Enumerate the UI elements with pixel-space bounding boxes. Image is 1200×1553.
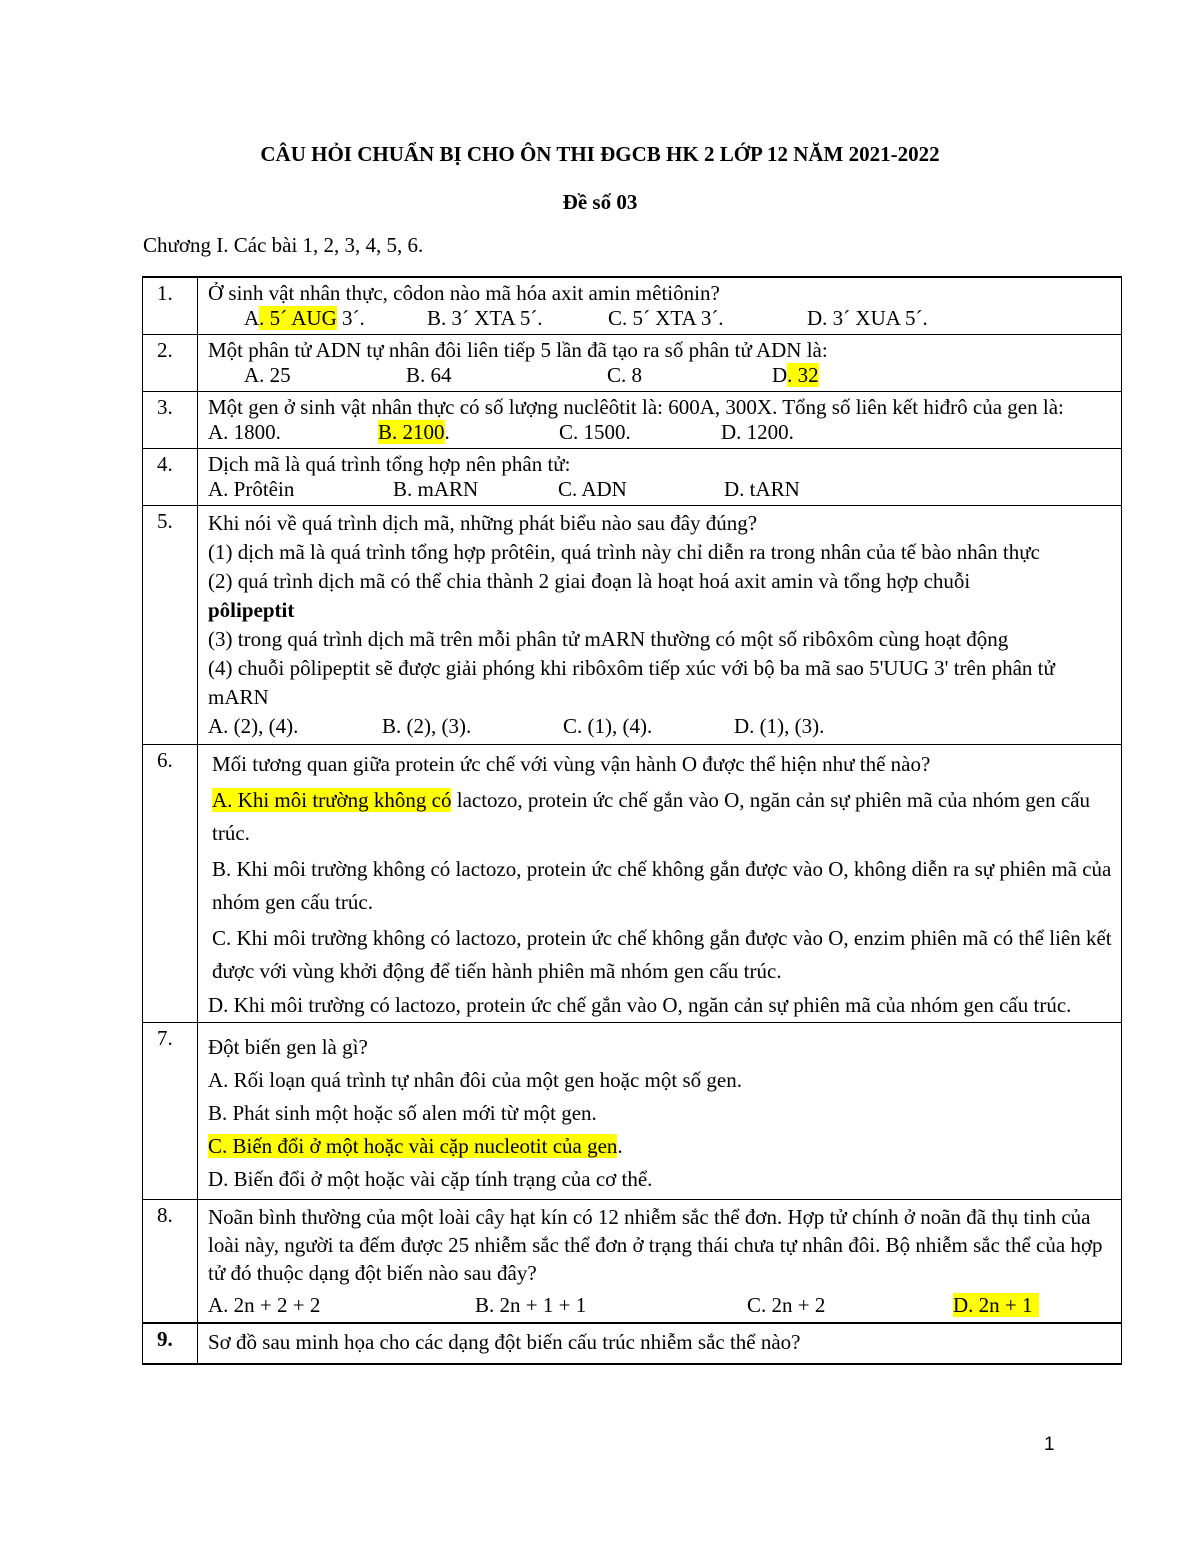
question-body <box>198 277 1122 335</box>
option-c: C. 8 <box>607 363 643 387</box>
option-a: A. (2), (4). <box>208 714 299 738</box>
chapter-heading: Chương I. Các bài 1, 2, 3, 4, 5, 6. <box>143 233 424 257</box>
option-a: A. Rối loạn quá trình tự nhân đôi của một gen hoặc một số gen. <box>208 1068 742 1092</box>
statement-1: (1) dịch mã là quá trình tổng hợp prôtêin, quá trình này chỉ diễn ra trong nhân của tế bào nhân thực <box>208 540 1040 564</box>
option-b: B. 64 <box>406 363 452 387</box>
answer-options <box>208 306 1113 331</box>
option-d: D. tARN <box>724 477 800 501</box>
question-body <box>198 1323 1122 1364</box>
statement-4: (4) chuỗi pôlipeptit sẽ được giải phóng khi ribôxôm tiếp xúc với bộ ba mã sao 5'UUG 3' trên phân tử mARN <box>208 656 1055 709</box>
question-number: 5. <box>143 506 198 745</box>
highlighted-answer: D. 2n + 1 <box>953 1293 1039 1317</box>
question-row-5 <box>143 506 1122 745</box>
question-row-7 <box>143 1023 1122 1200</box>
option-d: D. Khi môi trường có lactozo, protein ức chế gắn vào O, ngăn cản sự phiên mã của nhóm gen cấu trúc. <box>208 993 1072 1017</box>
question-row-2 <box>143 335 1122 392</box>
question-text: Một gen ở sinh vật nhân thực có số lượng nuclêôtit là: 600A, 300X. Tổng số liên kết hiđrô của gen là: <box>208 395 1064 419</box>
highlighted-answer: . 32 <box>787 363 819 387</box>
question-row-6 <box>143 745 1122 1023</box>
highlighted-answer: B. 2100 <box>378 420 445 444</box>
answer-options <box>208 420 1113 445</box>
option-c: C. Khi môi trường không có lactozo, protein ức chế không gắn được vào O, enzim phiên mã có thể liên kết được với vùng khởi động để tiến hành phiên mã nhóm gen cấu trúc. <box>212 926 1112 983</box>
option-c: C. 5´ XTA 3´. <box>608 306 724 330</box>
question-body <box>198 506 1122 745</box>
option-a: A. 1800. <box>208 420 281 444</box>
option-d <box>953 1291 1039 1319</box>
option-b: B. 3´ XTA 5´. <box>427 306 543 330</box>
option-b: B. Phát sinh một hoặc số alen mới từ một gen. <box>208 1101 597 1125</box>
question-row-8 <box>143 1200 1122 1324</box>
option-a: A. Prôtêin <box>208 477 295 501</box>
question-row-4 <box>143 449 1122 506</box>
question-number: 1. <box>143 277 198 335</box>
option-b: B. 2100. <box>378 420 450 444</box>
option-c: C. ADN <box>558 477 627 501</box>
question-text: Dịch mã là quá trình tổng hợp nên phân tử: <box>208 452 571 476</box>
question-body <box>198 449 1122 506</box>
option-d: D. 32 <box>772 363 819 387</box>
question-number: 4. <box>143 449 198 506</box>
option-a: A. 5´ AUG 3´. <box>244 306 365 330</box>
question-number: 8. <box>143 1200 198 1324</box>
option-d: D. 3´ XUA 5´. <box>807 306 928 330</box>
highlighted-answer: A. Khi môi trường không có <box>212 788 452 812</box>
answer-options <box>208 712 1113 741</box>
highlighted-answer: C. Biến đổi ở một hoặc vài cặp nucleotit của gen <box>208 1134 618 1158</box>
document-title: CÂU HỎI CHUẨN BỊ CHO ÔN THI ĐGCB HK 2 LỚP 12 NĂM 2021-2022 <box>260 142 940 166</box>
option-c: C. 2n + 2 <box>747 1293 826 1317</box>
option-b: B. (2), (3). <box>382 714 472 738</box>
statement-2: (2) quá trình dịch mã có thể chia thành 2 giai đoạn là hoạt hoá axit amin và tổng hợp chuỗi pôlipeptit <box>208 569 971 622</box>
question-text: Noãn bình thường của một loài cây hạt kín có 12 nhiễm sắc thể đơn. Hợp tử chính ở noãn đã thụ tinh của loài này, người ta đếm được 25 nhiễm sắc thể đơn ở trạng thái chưa tự nhân đôi. Bộ nhiễm sắc thể của hợp tử đó thuộc dạng đột biến nào sau đây? <box>208 1205 1103 1285</box>
question-text: Mối tương quan giữa protein ức chế với vùng vận hành O được thể hiện như thế nào? <box>212 752 931 776</box>
question-text: Ở sinh vật nhân thực, côdon nào mã hóa axit amin mêtiônin? <box>208 281 720 305</box>
statement-3: (3) trong quá trình dịch mã trên mỗi phân tử mARN thường có một số ribôxôm cùng hoạt động <box>208 627 1009 651</box>
question-row-9 <box>143 1323 1122 1364</box>
question-body <box>198 335 1122 392</box>
question-row-3 <box>143 392 1122 449</box>
question-body <box>198 745 1122 1023</box>
option-a: A. Khi môi trường không có lactozo, protein ức chế gắn vào O, ngăn cản sự phiên mã của nhóm gen cấu trúc. <box>212 788 1091 845</box>
option-c: C. 1500. <box>559 420 631 444</box>
question-body <box>198 1023 1122 1200</box>
option-b: B. 2n + 1 + 1 <box>475 1293 587 1317</box>
option-a: A. 2n + 2 + 2 <box>208 1293 321 1317</box>
question-number: 9. <box>143 1323 198 1364</box>
question-number: 3. <box>143 392 198 449</box>
question-text: Một phân tử ADN tự nhân đôi liên tiếp 5 lần đã tạo ra số phân tử ADN là: <box>208 338 828 362</box>
option-a: A. 25 <box>244 363 291 387</box>
option-d: D. 1200. <box>721 420 794 444</box>
question-body <box>198 1200 1122 1324</box>
highlighted-answer: . 5´ AUG <box>259 306 337 330</box>
question-row-1 <box>143 277 1122 335</box>
question-number: 7. <box>143 1023 198 1200</box>
question-number: 2. <box>143 335 198 392</box>
page-number: 1 <box>1044 1434 1055 1455</box>
question-text: Sơ đồ sau minh họa cho các dạng đột biến cấu trúc nhiễm sắc thể nào? <box>208 1330 801 1354</box>
answer-options <box>208 1291 1113 1319</box>
question-table <box>142 276 1122 1365</box>
answer-options <box>208 363 1113 388</box>
option-b: B. Khi môi trường không có lactozo, protein ức chế không gắn được vào O, không diễn ra sự phiên mã của nhóm gen cấu trúc. <box>212 857 1112 914</box>
option-d: D. (1), (3). <box>734 714 825 738</box>
option-b: B. mARN <box>393 477 479 501</box>
question-text: Khi nói về quá trình dịch mã, những phát biểu nào sau đây đúng? <box>208 511 758 535</box>
option-c: C. (1), (4). <box>563 714 653 738</box>
question-number: 6. <box>143 745 198 1023</box>
option-d: D. Biến đổi ở một hoặc vài cặp tính trạng của cơ thể. <box>208 1167 653 1191</box>
answer-options <box>208 477 1113 502</box>
document-subtitle: Đề số 03 <box>562 190 638 214</box>
question-text: Đột biến gen là gì? <box>208 1035 368 1059</box>
question-body <box>198 392 1122 449</box>
option-c: C. Biến đổi ở một hoặc vài cặp nucleotit của gen. <box>208 1134 623 1158</box>
